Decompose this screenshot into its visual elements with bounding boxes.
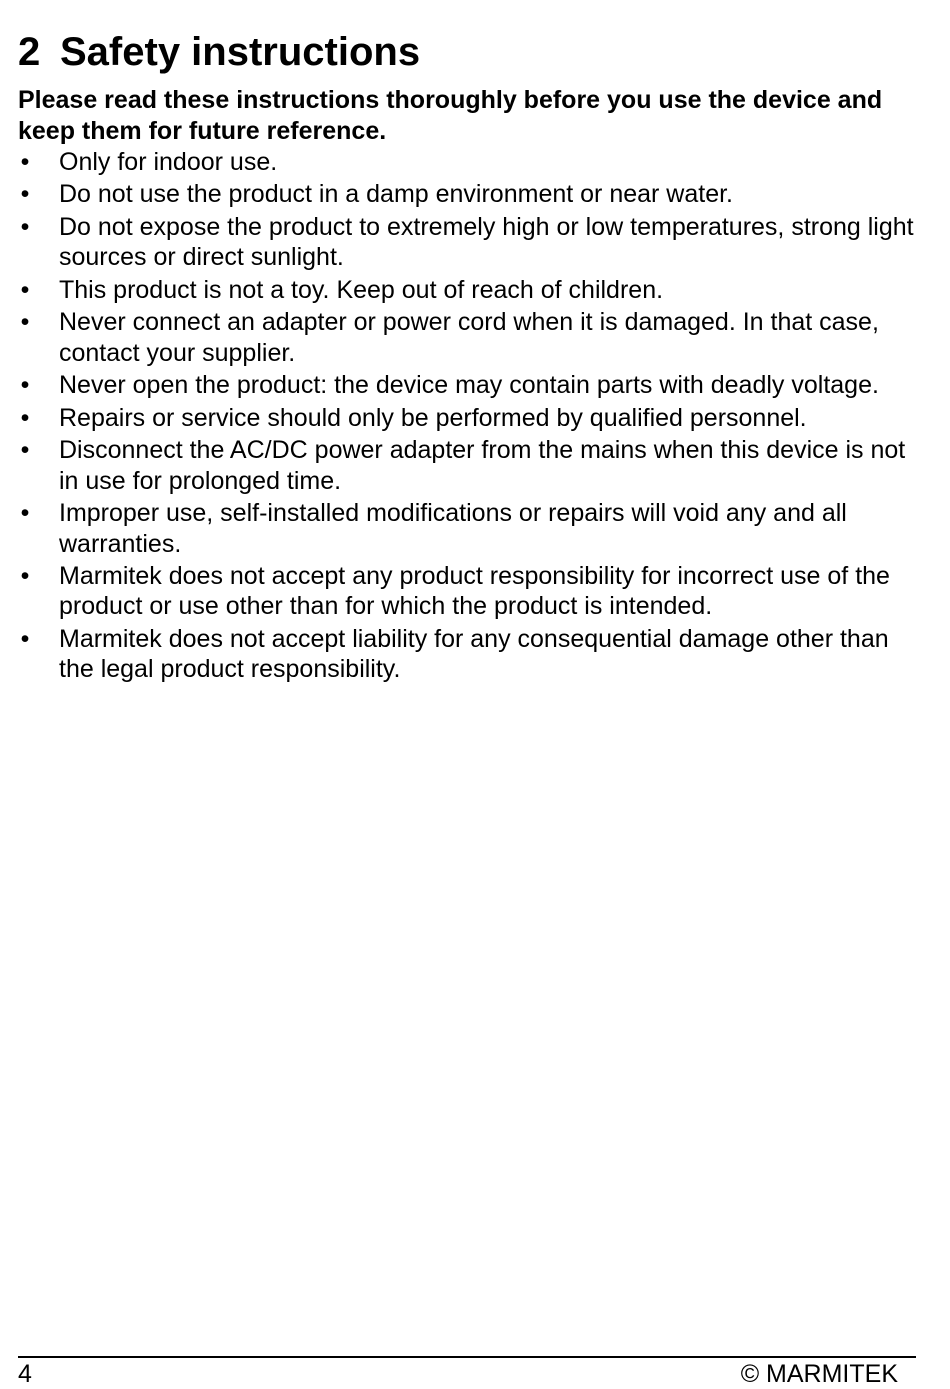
bullet-icon: • xyxy=(20,403,30,432)
page-number: 4 xyxy=(18,1360,32,1388)
list-item xyxy=(18,147,916,178)
bullet-icon: • xyxy=(20,180,30,209)
footer-divider xyxy=(18,1356,916,1358)
bullet-icon: • xyxy=(20,498,30,527)
copyright-notice: © MARMITEK xyxy=(740,1360,898,1388)
bullet-icon: • xyxy=(20,371,30,400)
list-item xyxy=(18,435,916,496)
list-item xyxy=(18,498,916,559)
section-heading xyxy=(18,28,420,76)
intro-text: Please read these instructions thoroughly before you use the device and keep them for future reference. xyxy=(18,86,883,145)
list-item xyxy=(18,179,916,210)
list-item xyxy=(18,307,916,368)
list-item xyxy=(18,561,916,622)
list-item xyxy=(18,370,916,401)
bullet-icon: • xyxy=(20,212,30,241)
bullet-icon: • xyxy=(20,435,30,464)
instruction-text: Only for indoor use. xyxy=(59,148,278,176)
list-item xyxy=(18,403,916,434)
instruction-text: Repairs or service should only be performed by qualified personnel. xyxy=(59,403,807,432)
instruction-text: Improper use, self-installed modifications or repairs will void any and all warranties. xyxy=(59,498,847,558)
section-number: 2 xyxy=(18,30,41,74)
bullet-icon: • xyxy=(20,561,30,590)
instruction-text: Disconnect the AC/DC power adapter from the mains when this device is not in use for prolonged time. xyxy=(59,435,906,495)
list-item xyxy=(18,212,916,273)
instruction-text: Never connect an adapter or power cord when it is damaged. In that case, contact your supplier. xyxy=(59,308,879,367)
instruction-text: Never open the product: the device may contain parts with deadly voltage. xyxy=(59,371,879,400)
bullet-icon: • xyxy=(20,148,30,176)
document-page xyxy=(18,0,916,1386)
instruction-text: This product is not a toy. Keep out of reach of children. xyxy=(59,275,664,304)
page-footer xyxy=(18,1359,916,1389)
bullet-icon: • xyxy=(20,308,30,337)
list-item xyxy=(18,624,916,685)
list-item xyxy=(18,275,916,306)
instruction-text: Marmitek does not accept liability for any consequential damage other than the legal product responsibility. xyxy=(59,624,889,684)
safety-instructions-list xyxy=(18,147,916,687)
bullet-icon: • xyxy=(20,275,30,304)
section-title: Safety instructions xyxy=(60,30,421,74)
instruction-text: Do not expose the product to extremely high or low temperatures, strong light sources or direct sunlight. xyxy=(59,212,914,272)
instruction-text: Marmitek does not accept any product responsibility for incorrect use of the product or use other than for which the product is intended. xyxy=(59,561,890,621)
instruction-text: Do not use the product in a damp environment or near water. xyxy=(59,180,733,209)
bullet-icon: • xyxy=(20,624,30,653)
